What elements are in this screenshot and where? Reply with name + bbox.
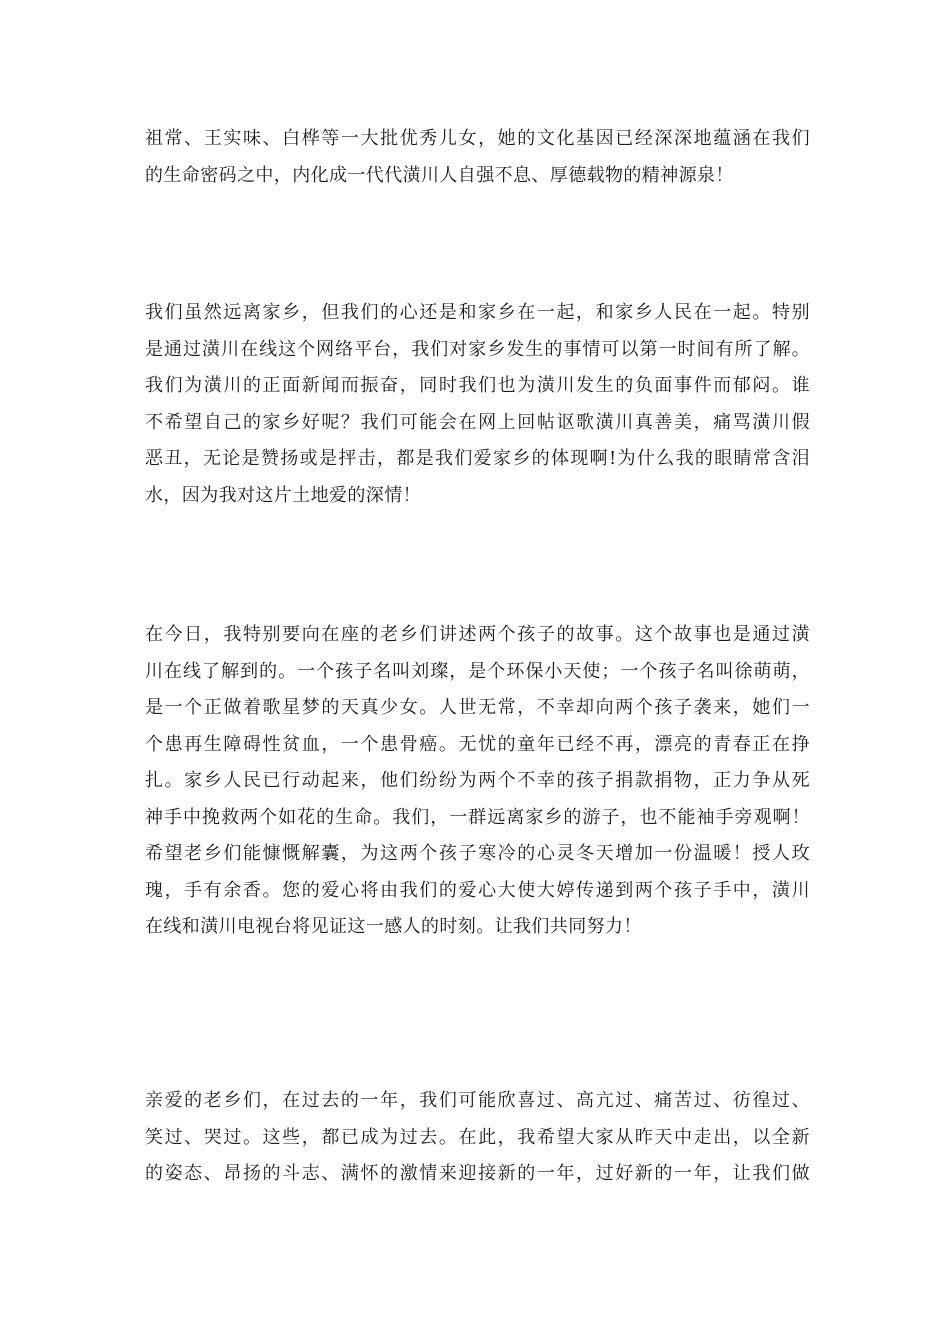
text-line: 水，因为我对这片土地爱的深情！	[145, 484, 421, 506]
text-line: 瑰，手有余香。您的爱心将由我们的爱心大使大婷传递到两个孩子手中，潢川	[145, 879, 810, 901]
text-line: 川在线了解到的。一个孩子名叫刘璨，是个环保小天使；一个孩子名叫徐萌萌，	[145, 660, 810, 682]
text-line: 不希望自己的家乡好呢？我们可能会在网上回帖讴歌潢川真善美，痛骂潢川假	[145, 411, 810, 433]
text-line: 笑过、哭过。这些，都已成为过去。在此，我希望大家从昨天中走出，以全新	[145, 1126, 810, 1148]
text-line: 亲爱的老乡们，在过去的一年，我们可能欣喜过、高亢过、痛苦过、彷徨过、	[145, 1090, 810, 1111]
paragraph-1	[145, 121, 810, 194]
text-line: 在今日，我特别要向在座的老乡们讲述两个孩子的故事。这个故事也是通过潢	[145, 624, 810, 645]
paragraph-2	[145, 295, 810, 514]
text-line: 希望老乡们能慷慨解囊，为这两个孩子寒冷的心灵冬天增加一份温暖！授人玫	[145, 843, 810, 864]
text-line: 神手中挽救两个如花的生命。我们，一群远离家乡的游子，也不能袖手旁观啊！	[145, 806, 810, 828]
text-line: 扎。家乡人民已行动起来，他们纷纷为两个不幸的孩子捐款捐物，正力争从死	[145, 770, 810, 791]
text-line: 在线和潢川电视台将见证这一感人的时刻。让我们共同努力！	[145, 916, 642, 937]
text-line: 是一个正做着歌星梦的天真少女。人世无常，不幸却向两个孩子袭来，她们一	[145, 697, 810, 718]
text-line: 祖常、王实味、白桦等一大批优秀儿女，她的文化基因已经深深地蕴涵在我们	[145, 128, 810, 149]
text-line: 的姿态、昂扬的斗志、满怀的激情来迎接新的一年，过好新的一年，让我们做	[145, 1163, 810, 1184]
text-line: 恶丑，无论是赞扬或是抨击，都是我们爱家乡的体现啊!为什么我的眼睛常含泪	[145, 448, 810, 469]
paragraph-3	[145, 617, 810, 946]
text-line: 的生命密码之中，内化成一代代潢川人自强不息、厚德载物的精神源泉！	[145, 164, 734, 186]
text-line: 我们虽然远离家乡，但我们的心还是和家乡在一起，和家乡人民在一起。特别	[145, 302, 810, 323]
text-line: 个患再生障碍性贫血，一个患骨癌。无忧的童年已经不再，漂亮的青春正在挣	[145, 733, 810, 755]
text-line: 我们为潢川的正面新闻而振奋，同时我们也为潢川发生的负面事件而郁闷。谁	[145, 375, 810, 396]
text-line: 是通过潢川在线这个网络平台，我们对家乡发生的事情可以第一时间有所了解。	[145, 338, 810, 360]
paragraph-4	[145, 1083, 810, 1193]
